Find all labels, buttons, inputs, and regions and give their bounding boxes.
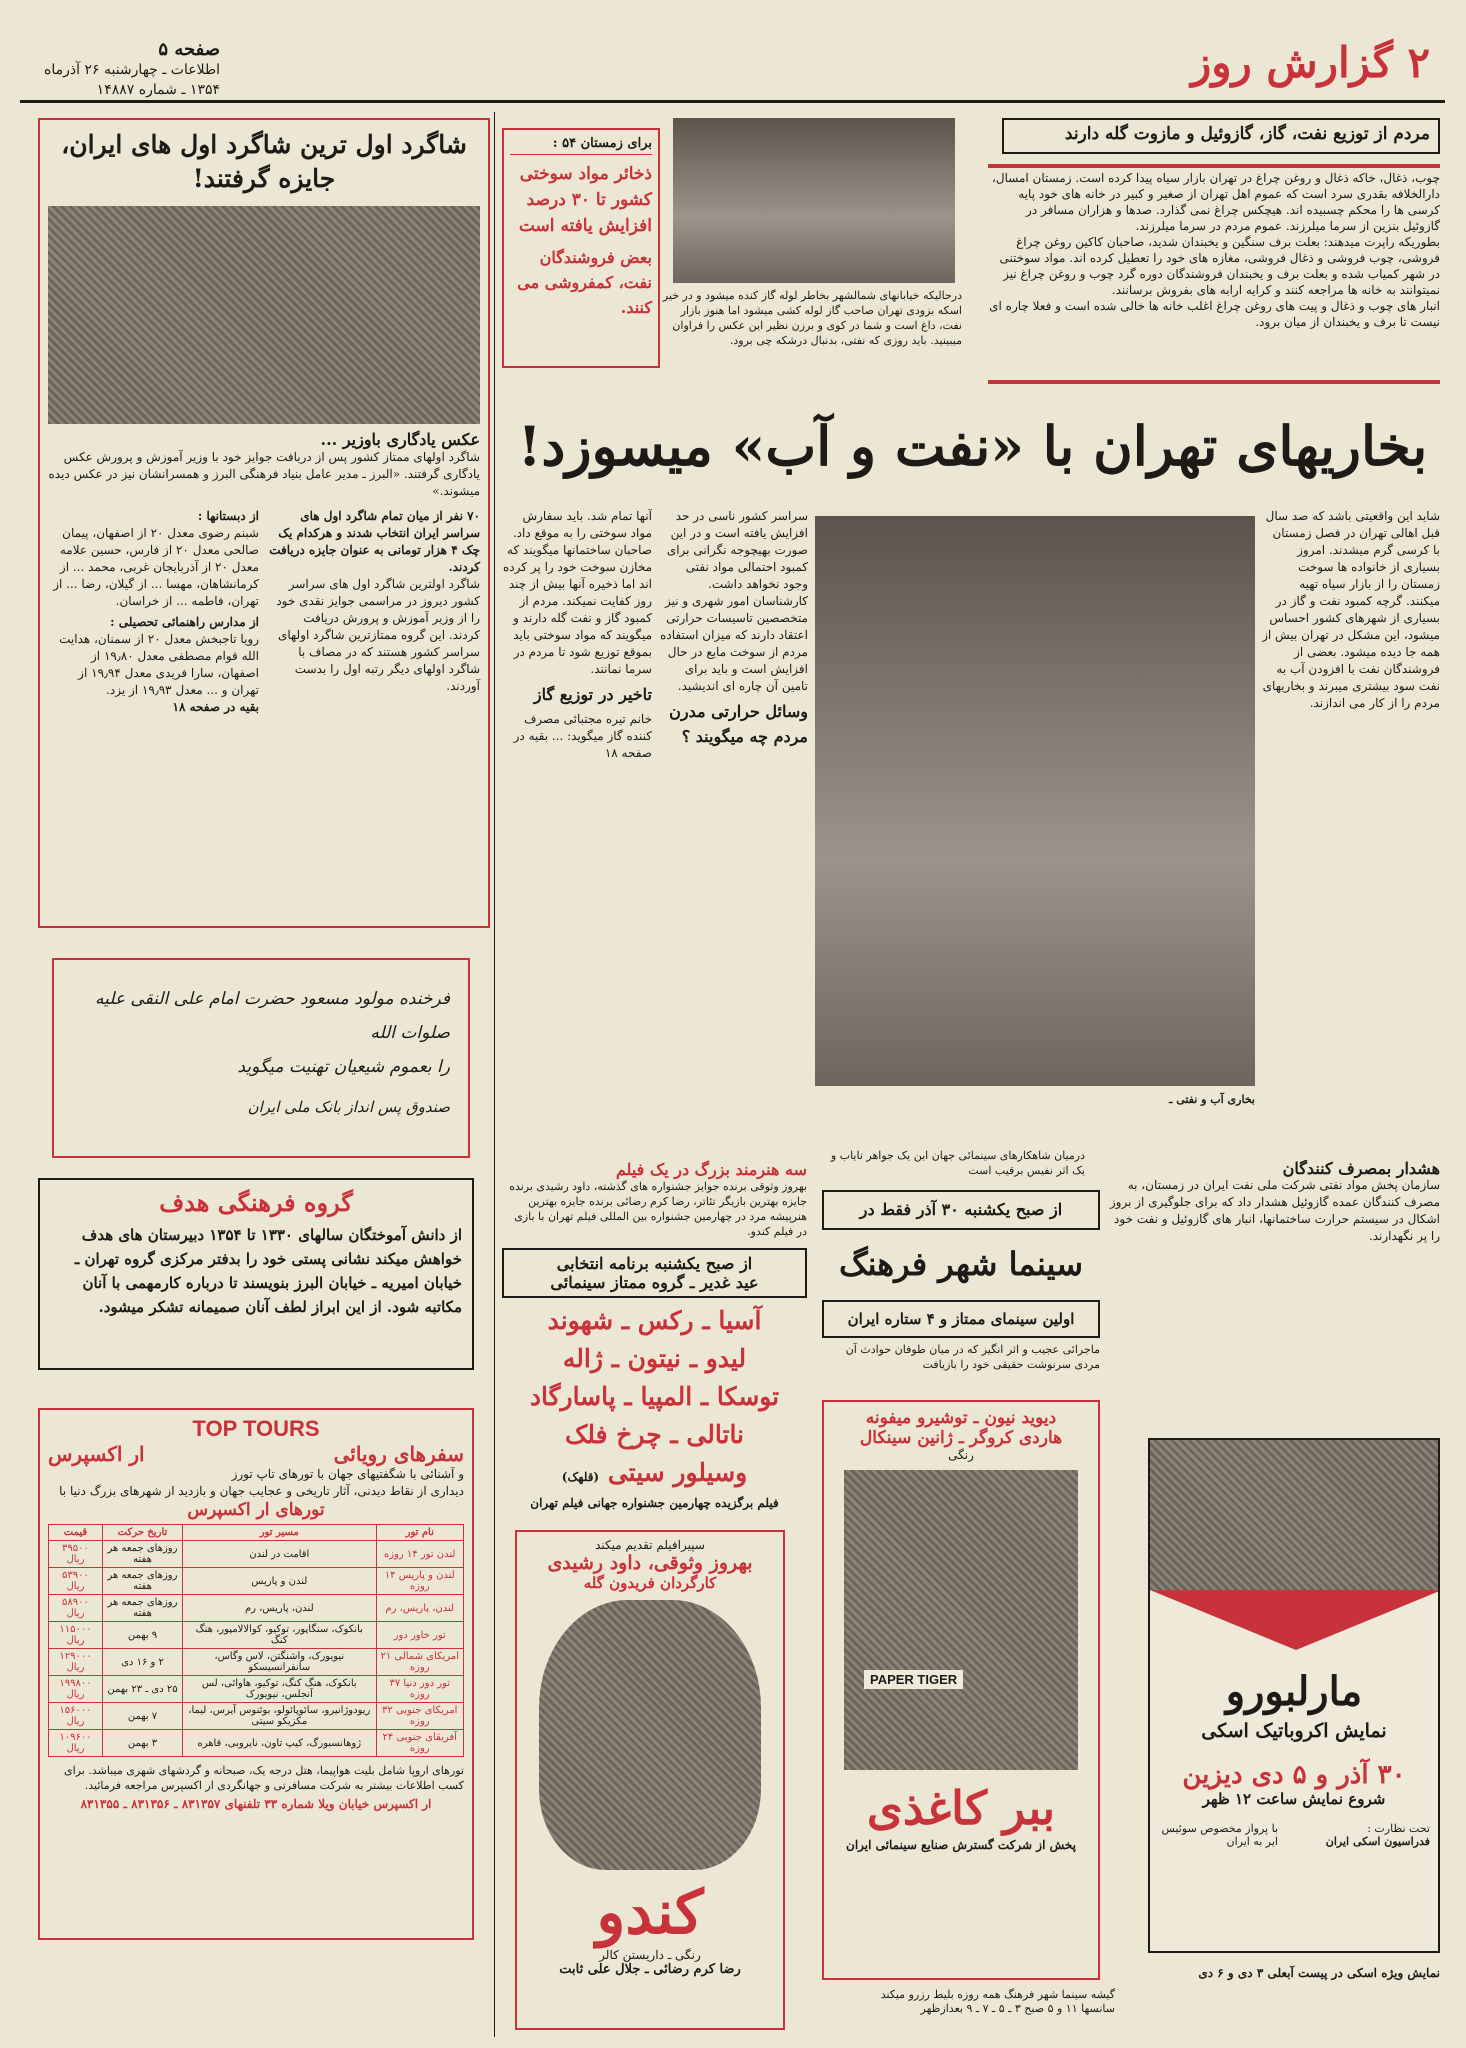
heater-caption xyxy=(815,1092,1255,1107)
bank-ad-line-3: صندوق پس انداز بانک ملی ایران xyxy=(247,1098,450,1116)
tours-col-route: مسیر تور xyxy=(183,1525,376,1541)
students-list-head-2: از مدارس راهنمائی تحصیلی : xyxy=(110,615,259,629)
tours-brand: TOP TOURS xyxy=(192,1416,320,1441)
students-headline: شاگرد اول ترین شاگرد اول های ایران، جایزه گرفتند! xyxy=(61,130,467,193)
tours-ad xyxy=(38,1408,474,1940)
students-list-head: از دبستانها : xyxy=(197,509,259,523)
bank-ad xyxy=(52,958,470,1158)
tour-price: ۱۱۵۰۰۰ ریال xyxy=(49,1622,103,1649)
marlboro-title: مارلبورو xyxy=(1225,1668,1363,1715)
tour-price: ۱۹۹۸۰۰ ریال xyxy=(49,1676,103,1703)
gas-subhead: تاخیر در توزیع گاز xyxy=(533,685,652,704)
students-photo xyxy=(48,206,480,424)
cinemas-header xyxy=(502,1248,807,1298)
people-subhead: مردم چه میگویند ؟ xyxy=(681,727,808,746)
tour-price: ۵۸۹۰۰ ریال xyxy=(49,1595,103,1622)
heater-photo xyxy=(815,516,1255,1086)
paper-tiger-poster xyxy=(822,1400,1100,1980)
paper-tiger-color: رنگی xyxy=(948,1448,974,1462)
tour-price: ۳۹۵۰۰ ریال xyxy=(49,1541,103,1568)
kandoo-director: کارگردان فریدون گله xyxy=(583,1574,717,1592)
table-row xyxy=(49,1595,464,1622)
festival-title: سه هنرمند بزرگ در یک فیلم xyxy=(615,1160,807,1179)
oil-vendor-photo xyxy=(673,118,955,283)
kandoo-poster xyxy=(515,1530,785,2030)
tours-table xyxy=(48,1524,464,1757)
tour-name: امریکای شمالی ۲۱ روزه xyxy=(376,1649,464,1676)
section-title-text: ۲ گزارش روز xyxy=(1190,38,1430,87)
page-number: صفحه ۵ xyxy=(158,39,220,60)
tours-intro: و آشنائی با شگفتیهای جهان با تورهای تاپ تورز xyxy=(231,1467,464,1481)
tours-intro-2: دیداری از نقاط دیدنی، آثار تاریخی و عجایب جهان و بازدید از شهرهای بزرگ دنیا با xyxy=(59,1484,464,1498)
festival-block xyxy=(502,1160,807,1240)
marlboro-footer: نمایش ویژه اسکی در پیست آبعلی ۳ دی و ۶ دی xyxy=(1198,1966,1440,1980)
main-body-col-3: آنها تمام شد. باید سفارش مواد سوختی را به موقع داد. صاحبان ساختمانها میگویند که مخازن سوخت خود را پر کرده اند اما ذخیره آنها بیش از چند روز کفایت نمیکند. مردم از کمبود گاز و نفت گله دارند و میگویند که مواد سوختی باید بموقع توزیع شود تا مردم در سرما نمانند. xyxy=(503,509,652,676)
marlboro-roof xyxy=(1150,1590,1440,1650)
main-body-col-2-wrap xyxy=(658,508,808,1228)
tour-date: روزهای جمعه هر هفته xyxy=(102,1568,182,1595)
main-intro-block xyxy=(988,170,1440,330)
farhang-tagline: ماجرائی عجیب و اثر انگیز که در میان طوفان حوادث آن مردی سرنوشت حقیقی خود را بازیافت xyxy=(845,1343,1100,1371)
tour-route: بانکوک، هنگ کنگ، توکیو، هاوائی، لس آنجلس، نیویورک xyxy=(183,1676,376,1703)
tour-name: لندن و پاریس ۱۴ روزه xyxy=(376,1568,464,1595)
paper-tiger-title: ببر کاغذی xyxy=(866,1781,1056,1835)
farhang-showtimes: سانسها ۱۱ و ۵ صبح ۳ ـ ۵ ـ ۷ ـ ۹ بعدازظهر xyxy=(920,2002,1115,2015)
tour-price: ۵۳۹۰۰ ریال xyxy=(49,1568,103,1595)
marlboro-subtitle: نمایش اکروباتیک اسکی xyxy=(1201,1720,1387,1742)
tour-date: روزهای جمعه هر هفته xyxy=(102,1541,182,1568)
oil-vendor-caption: درحالیکه خیابانهای شمالشهر بخاطر لوله گاز کنده میشود و در خیر اسکه بزودی تهران صاحب گاز لوله کشی میشود اما هنوز بازار نفت، داغ است و شما در کوی و برزن نظیر این عکس را فراوان میبینید. باید روزی که نفتی، بدنبال درشکه چی برود. xyxy=(662,289,962,347)
table-row xyxy=(49,1622,464,1649)
cinemas-line-2: لیدو ـ نیتون ـ ژاله xyxy=(562,1344,747,1373)
tours-col-price: قیمت xyxy=(49,1525,103,1541)
main-body-col-2: سراسر کشور ناسی در حد افزایش یافته است و در این صورت بهیچوجه نگرانی برای کمبود احتمالی مواد نفتی وجود نخواهد داشت. کارشناسان امور شهری و نیز متخصصین تاسیسات حرارتی اعتقاد دارند که میزان استفاده مردم از سوخت مایع در حال افزایش است و باید برای تامین آن چاره ای اندیشید. xyxy=(660,509,808,693)
kandoo-credits: رضا کرم رضائی ـ جلال علی ثابت xyxy=(559,1962,741,1977)
main-intro-2: بطوریکه راپرت میدهند: بعلت برف سنگین و یخبندان شدید، صاحبان کاکین روغن چراغ فروشی، چوب فروشی و ذغال فروشی، مغازه های خود را تعطیل کرده اند. مواد سوختنی در شهر کمیاب شده و بعلت برف و یخبندان فروشندگان دوره گرد چوب و روغن چراغ نیز نمیتوانند به خانه ها مراجعه کنند و کرایه ارابه های بفروش برسانند. xyxy=(999,235,1440,297)
paper-tiger-art xyxy=(844,1470,1078,1770)
marlboro-carrier: با پرواز مخصوص سوئیس ایر به ایران xyxy=(1161,1822,1278,1848)
farhang-cinema-name: سینما شهر فرهنگ xyxy=(839,1245,1083,1283)
fuel-box xyxy=(502,128,660,368)
marlboro-dates: ۳۰ آذر و ۵ دی دیزین xyxy=(1182,1760,1406,1790)
tours-subtitle: تورهای ار اکسپرس xyxy=(187,1500,325,1520)
farhang-footer xyxy=(815,1988,1115,2016)
paper-tiger-stars-bottom: هاردی کروگر ـ ژانین سینکال xyxy=(859,1428,1063,1448)
table-row xyxy=(49,1730,464,1757)
tour-date: روزهای جمعه هر هفته xyxy=(102,1595,182,1622)
festival-text: بهروز وثوقی برنده جوایز جشنواره های گذشته، داود رشیدی برنده جایزه بهترین بازیگر تئاتر، رضا کرم رضائی برنده جایزه بهترین هنرپیشه مرد در چهارمین جشنواره بین المللی فیلم تهران با بازی در فیلم کندو. xyxy=(509,1180,807,1238)
paper-tiger-en-title: PAPER TIGER xyxy=(864,1670,963,1689)
main-body-col-3-wrap xyxy=(502,508,652,1228)
table-row xyxy=(49,1541,464,1568)
tour-name: امریکای جنوبی ۳۲ روزه xyxy=(376,1703,464,1730)
fuel-box-tag: برای زمستان ۵۴ : xyxy=(510,136,652,155)
tour-name: لندن، پاریس، رم xyxy=(376,1595,464,1622)
tour-name: تور خاور دور xyxy=(376,1622,464,1649)
marlboro-art xyxy=(1150,1440,1438,1590)
warning-head: هشدار بمصرف کنندگان xyxy=(1282,1160,1440,1178)
hadaf-text: از دانش آموختگان سالهای ۱۳۳۰ تا ۱۳۵۴ دبیرستان های هدف خواهش میکند نشانی پستی خود را بدفتر مرکزی گروه تهران ـ خیابان امیریه ـ خیابان البرز بنویسند تا درباره کارمهمی با آنان مکاتبه شود. از این ابراز لطف آنان صمیمانه تشکر میشود. xyxy=(74,1226,462,1316)
cinemas-line-1: آسیا ـ رکس ـ شهوند xyxy=(547,1306,762,1335)
farhang-sub: اولین سینمای ممتاز و ۴ ستاره ایران xyxy=(822,1300,1100,1338)
tours-col-date: تاریخ حرکت xyxy=(102,1525,182,1541)
tour-name: لندن تور ۱۴ روزه xyxy=(376,1541,464,1568)
paper-tiger-distributor: پخش از شرکت گسترش صنایع سینمائی ایران xyxy=(846,1838,1076,1852)
kandoo-color: رنگی ـ داریستن کالر xyxy=(599,1948,701,1962)
cinemas-award: فیلم برگزیده چهارمین جشنواره جهانی فیلم تهران xyxy=(530,1496,779,1510)
heater-caption-title: بخاری آب و نفتی ـ xyxy=(1169,1093,1255,1106)
tour-route: ژوهانسبورگ، کیپ تاون، نایروبی، قاهره xyxy=(183,1730,376,1757)
marlboro-sponsor: فدراسیون اسکی ایران xyxy=(1325,1835,1430,1848)
students-caption-title: عکس یادگاری باوزیر ... xyxy=(320,430,480,449)
cinemas-line-4: ناتالی ـ چرخ فلک xyxy=(564,1420,745,1449)
tours-title: سفرهای رویائی xyxy=(333,1442,464,1466)
marlboro-ad xyxy=(1148,1438,1440,1953)
bank-ad-line-1: فرخنده مولود مسعود حضرت امام علی النقی علیه صلوات الله xyxy=(95,989,450,1043)
issue-line: ۱۳۵۴ ـ شماره ۱۴۸۸۷ xyxy=(96,82,220,98)
table-row xyxy=(49,1676,464,1703)
warning-block xyxy=(1105,1160,1440,1410)
kandoo-presenter: سپیرافیلم تقدیم میکند xyxy=(595,1538,705,1552)
cinemas-head-2: عید غدیر ـ گروه ممتاز سینمائی xyxy=(550,1273,759,1292)
kicker-rule xyxy=(988,164,1440,168)
fuel-box-text-1: ذخائر مواد سوختی کشور تا ۳۰ درصد افزایش یافته است xyxy=(518,164,652,236)
tour-name: آفریقای جنوبی ۲۴ روزه xyxy=(376,1730,464,1757)
students-list: شبنم رضوی معدل ۲۰ از اصفهان، پیمان صالحی معدل ۲۰ از فارس، حسین علامه معدل ۲۰ از آذربایجان غربی، محمد ... از کرمانشاهان، مهسا ... از گیلان، رضا ... از تهران، فاطمه ... از خراسان. xyxy=(53,526,259,608)
tours-company: ار اکسپرس xyxy=(48,1442,145,1466)
table-row xyxy=(49,1568,464,1595)
tour-price: ۱۵۶۰۰۰ ریال xyxy=(49,1703,103,1730)
tour-route: لندن و پاریس xyxy=(183,1568,376,1595)
students-caption: شاگرد اولهای ممتاز کشور پس از دریافت جوایز خود با وزیر آموزش و پرورش عکس یادگاری گرفتند. «البرز ـ مدیر عامل بنیاد فرهنگی البرز و همسرانشان نیز در عکس دیده میشوند.» xyxy=(48,450,480,498)
paper-line: اطلاعات ـ چهارشنبه ۲۶ آذرماه xyxy=(44,62,220,78)
tour-route: بانکوک، سنگاپور، توکیو، کوالالامپور، هنگ کنگ xyxy=(183,1622,376,1649)
hadaf-title: گروه فرهنگی هدف xyxy=(159,1188,353,1217)
section-title xyxy=(1080,38,1430,94)
main-headline: بخاریهای تهران با «نفت و آب» میسوزد! xyxy=(517,414,1428,478)
intro-bottom-rule xyxy=(988,380,1440,384)
kandoo-poster-art xyxy=(539,1600,761,1870)
tour-route: نیویورک، واشنگتن، لاس وگاس، سانفرانسیسکو xyxy=(183,1649,376,1676)
cinemas-line-3: توسکا ـ المپیا ـ پاسارگاد xyxy=(529,1382,780,1411)
students-article xyxy=(38,118,490,928)
header-rule xyxy=(20,100,1445,103)
main-body-col-2-subhead: وسائل حرارتی مدرن xyxy=(669,702,808,721)
tour-route: ریودوژانیرو، سائوپائولو، بوئنوس آیرس، لیما، مکزیکو سیتی xyxy=(183,1703,376,1730)
tour-date: ۲۵ دی ـ ۲۳ بهمن xyxy=(102,1676,182,1703)
farhang-top: درمیان شاهکارهای سینمائی جهان این یک جواهر نایاب و یک اثر نفیس برقیب است xyxy=(830,1149,1085,1177)
students-continued: بقیه در صفحه ۱۸ xyxy=(172,700,259,714)
column-rule xyxy=(494,112,495,2037)
tour-date: ۹ بهمن xyxy=(102,1622,182,1649)
tour-date: ۷ بهمن xyxy=(102,1703,182,1730)
tour-price: ۱۲۹۰۰۰ ریال xyxy=(49,1649,103,1676)
warning-text: سازمان پخش مواد نفتی شرکت ملی نفت ایران در زمستان، به مصرف کنندگان عمده گازوئیل هشدار داد که برای جلوگیری از بروز اشکال در سیستم حرارت ساختمانها، انبار های گازوئیل و نفت خود را پر نگهدارند. xyxy=(1109,1178,1440,1243)
tour-route: اقامت در لندن xyxy=(183,1541,376,1568)
kandoo-stars: بهروز وثوقی، داود رشیدی xyxy=(547,1552,753,1574)
cinemas-line-5: وسیلور سیتی xyxy=(607,1458,748,1487)
tours-note: تورهای اروپا شامل بلیت هواپیما، هتل درجه یک، صبحانه و گردشهای شهری میباشد. برای کسب اطلاعات بیشتر به شرکت مسافرتی و جهانگردی ار اکسپرس مراجعه فرمائید. xyxy=(64,1764,464,1792)
tours-col-name: نام تور xyxy=(376,1525,464,1541)
tour-date: ۲ و ۱۶ دی xyxy=(102,1649,182,1676)
farhang-tickets: گیشه سینما شهر فرهنگ همه روزه بلیط رزرو میکند xyxy=(880,1988,1115,2001)
marlboro-sponsor-head: تحت نظارت : xyxy=(1367,1822,1430,1835)
tour-name: تور دور دنیا ۳۷ روزه xyxy=(376,1676,464,1703)
students-list-2: رویا تاجبخش معدل ۲۰ از سمنان، هدایت الله قوام مصطفی معدل ۱۹٫۸۰ از اصفهان، سارا فریدی معدل ۱۹٫۹۴ از تهران و ... معدل ۱۹٫۹۳ از یزد. xyxy=(59,632,259,697)
tours-footer: ار اکسپرس خیابان ویلا شماره ۳۳ تلفنهای ۸۳۱۳۵۷ ـ ۸۳۱۳۵۶ ـ ۸۳۱۳۵۵ xyxy=(80,1797,432,1811)
table-row xyxy=(49,1703,464,1730)
students-lead: ۷۰ نفر از میان تمام شاگرد اول های سراسر ایران انتخاب شدند و هرکدام یک چک ۴ هزار تومانی به عنوان جایزه دریافت کردند. xyxy=(269,509,480,574)
tour-price: ۱۰۹۶۰۰ ریال xyxy=(49,1730,103,1757)
fuel-box-text-2: بعض فروشندگان نفت، کمفروشی می کنند. xyxy=(517,248,652,317)
bank-ad-line-2: را بعموم شیعیان تهنیت میگوید xyxy=(237,1057,450,1077)
farhang-date: از صبح یکشنبه ۳۰ آذر فقط در xyxy=(822,1190,1100,1230)
cinemas-line-5-note: (قلهک) xyxy=(561,1470,600,1484)
marlboro-time: شروع نمایش ساعت ۱۲ ظهر xyxy=(1202,1790,1386,1808)
main-kicker: مردم از توزیع نفت، گاز، گازوئیل و مازوت گله دارند xyxy=(1002,118,1440,154)
cinemas-block xyxy=(502,1248,807,1518)
main-intro: چوب، ذغال، خاکه ذغال و روغن چراغ در تهران بازار سیاه پیدا کرده است. زمستان امسال، دارالخلافه بقدری سرد است که عموم اهل تهران از صغیر و کبیر در خانه های خود پایه کرسی ها را محکم چسبیده اند. هیچکس چراغ نمی گذارد. صدها و هزاران مسافر در گازوئیل بنزین از سرما میلرزند. عموم مردم در سرما میلرزند. xyxy=(991,171,1440,233)
hadaf-notice xyxy=(38,1178,474,1370)
main-intro-3: انبار های چوب و ذغال و پیت های روغن چراغ اغلب خانه ها خالی شده است و فعلا چاره ای نیست تا برف و یخبندان از میان برود. xyxy=(989,299,1440,329)
page-info xyxy=(20,40,220,100)
students-body: شاگرد اولترین شاگرد اول های سراسر کشور دیروز در مراسمی جوایز نقدی خود را از وزیر آموزش و پرورش دریافت کردند. این گروه ممتازترین شاگرد اولهای سراسر کشور هستند که در مصاف با شاگرد اولهای دیگر رتبه اول را بدست آوردند. xyxy=(276,577,480,693)
kandoo-title: کندو xyxy=(596,1878,704,1948)
cinemas-head-1: از صبح یکشنبه برنامه انتخابی xyxy=(556,1254,753,1273)
main-body-col-1: شاید این واقعیتی باشد که صد سال قبل اهالی تهران در فصل زمستان با کرسی گرم میشدند. امروز بسیاری از خانواده ها سوخت زمستان را از بازار سیاه تهیه میکنند. گرچه کمبود نفت و گاز در بسیاری از شهرهای کشور احساس میشود، این مشکل در تهران بیش از همه جا دیده میشود. بعضی از فروشندگان نفت با افزودن آب به نفت سود بیشتری میبرند و بخاریهای مردم را از کار می اندازند. xyxy=(1262,509,1440,710)
tour-route: لندن، پاریس، رم xyxy=(183,1595,376,1622)
gas-text: خانم تیره مجتبائی مصرف کننده گاز میگوید: ... بقیه در صفحه ۱۸ xyxy=(513,712,652,760)
tour-date: ۳ بهمن xyxy=(102,1730,182,1757)
table-row xyxy=(49,1649,464,1676)
paper-tiger-stars-top: دیوید نیون ـ توشیرو میفونه xyxy=(865,1408,1057,1428)
